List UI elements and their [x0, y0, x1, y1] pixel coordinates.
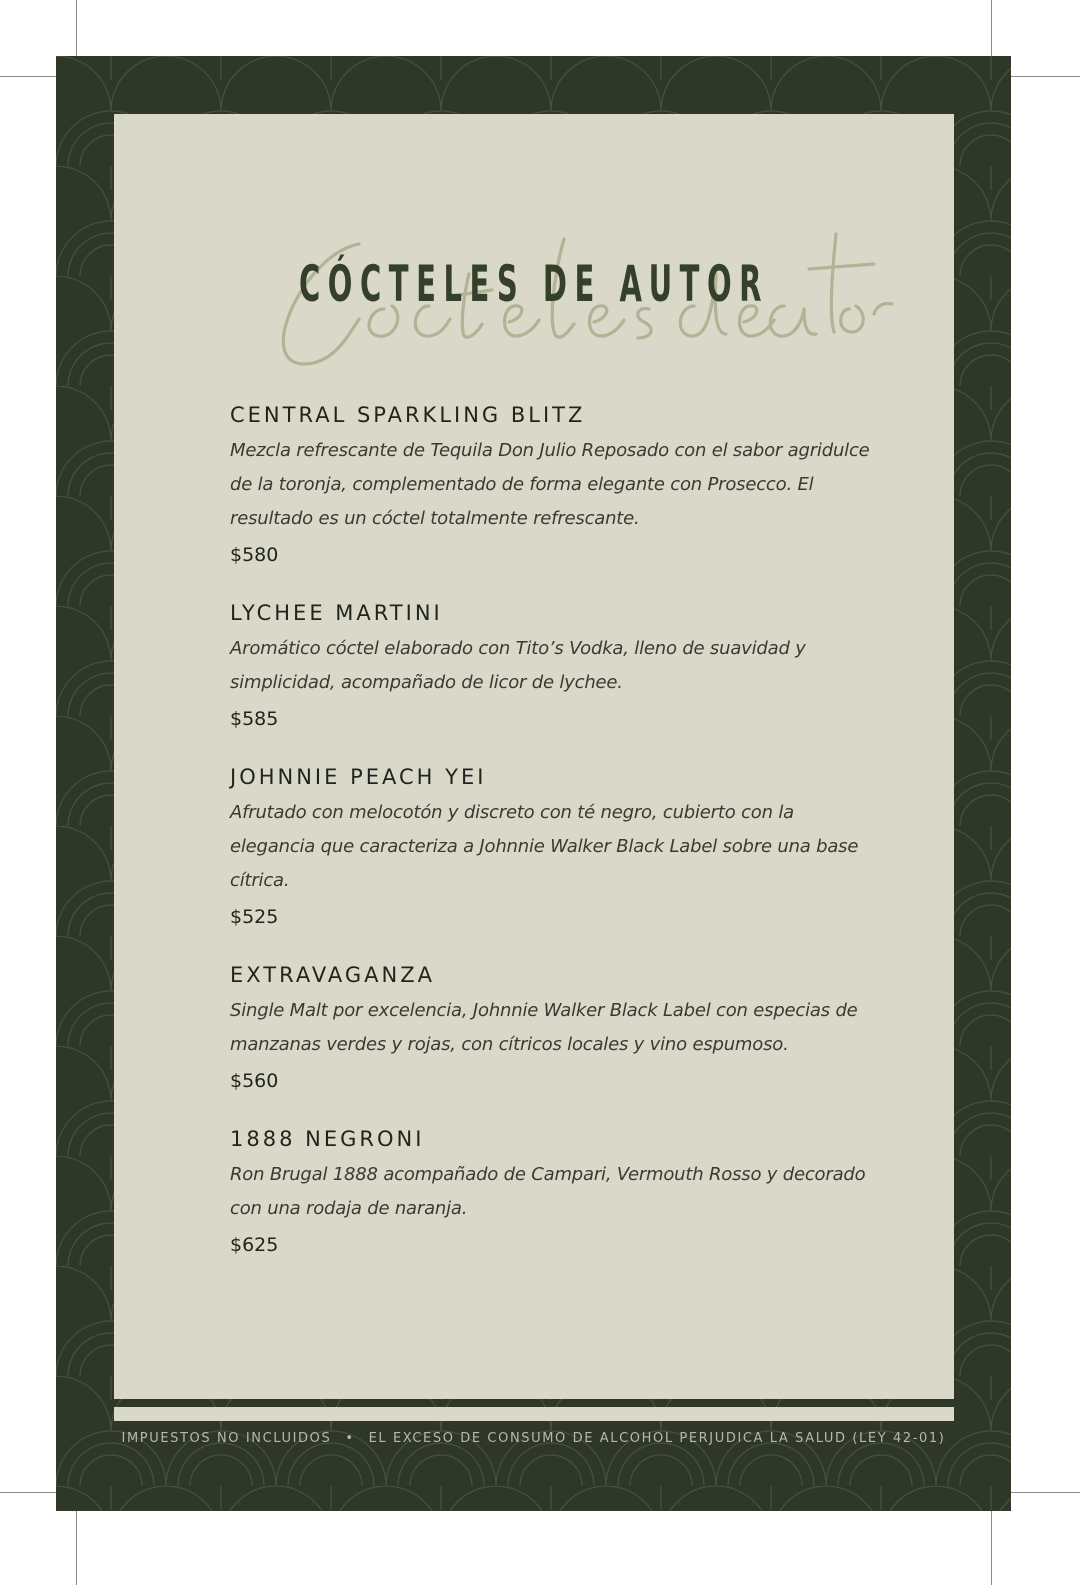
menu-frame: [56, 56, 1011, 1511]
crop-mark: [991, 1508, 992, 1585]
cocktail-price: $525: [230, 906, 279, 928]
crop-mark: [76, 1508, 77, 1585]
footer-alcohol-warning: EL EXCESO DE CONSUMO DE ALCOHOL PERJUDICA LA SALUD (LEY 42-01): [368, 1431, 946, 1446]
list-item: [230, 402, 870, 568]
cocktail-price: $625: [230, 1234, 279, 1256]
cocktail-name: EXTRAVAGANZA: [230, 963, 435, 987]
cocktail-description: Afrutado con melocotón y discreto con té negro, cubierto con la elegancia que caracteriza a Johnnie Walker Black Label sobre una base cítrica.: [230, 802, 859, 891]
crop-mark: [0, 76, 62, 77]
cocktail-description: Mezcla refrescante de Tequila Don Julio Reposado con el sabor agridulce de la toronja, complementado de forma elegante con Prosecco. El resultado es un cóctel totalmente refrescante.: [230, 440, 870, 529]
footer-disclaimer: [56, 1431, 1011, 1446]
footer-taxes-note: IMPUESTOS NO INCLUIDOS: [121, 1431, 332, 1446]
cocktail-list: [230, 402, 870, 1290]
cocktail-price: $560: [230, 1070, 279, 1092]
bottom-divider-band: [114, 1407, 954, 1421]
cocktail-name: LYCHEE MARTINI: [230, 601, 443, 625]
crop-mark: [76, 0, 77, 62]
cocktail-description: Aromático cóctel elaborado con Tito’s Vodka, lleno de suavidad y simplicidad, acompañado de licor de lychee.: [230, 638, 806, 693]
cocktail-price: $580: [230, 544, 279, 566]
list-item: [230, 764, 870, 930]
crop-mark: [1006, 1492, 1080, 1493]
cocktail-name: CENTRAL SPARKLING BLITZ: [230, 403, 586, 427]
crop-mark: [1006, 76, 1080, 77]
crop-mark: [991, 0, 992, 62]
list-item: [230, 962, 870, 1094]
list-item: [230, 1126, 870, 1258]
crop-mark: [0, 1492, 62, 1493]
list-item: [230, 600, 870, 732]
cocktail-name: JOHNNIE PEACH YEI: [230, 765, 487, 789]
cocktail-price: $585: [230, 708, 279, 730]
cocktail-name: 1888 NEGRONI: [230, 1127, 425, 1151]
footer-separator: •: [345, 1431, 355, 1446]
menu-title: CÓCTELES DE AUTOR: [298, 255, 770, 313]
cocktail-description: Single Malt por excelencia, Johnnie Walker Black Label con especias de manzanas verdes y rojas, con cítricos locales y vino espumoso.: [230, 1000, 858, 1055]
cocktail-description: Ron Brugal 1888 acompañado de Campari, Vermouth Rosso y decorado con una rodaja de naranja.: [230, 1164, 866, 1219]
menu-panel: [114, 114, 954, 1399]
